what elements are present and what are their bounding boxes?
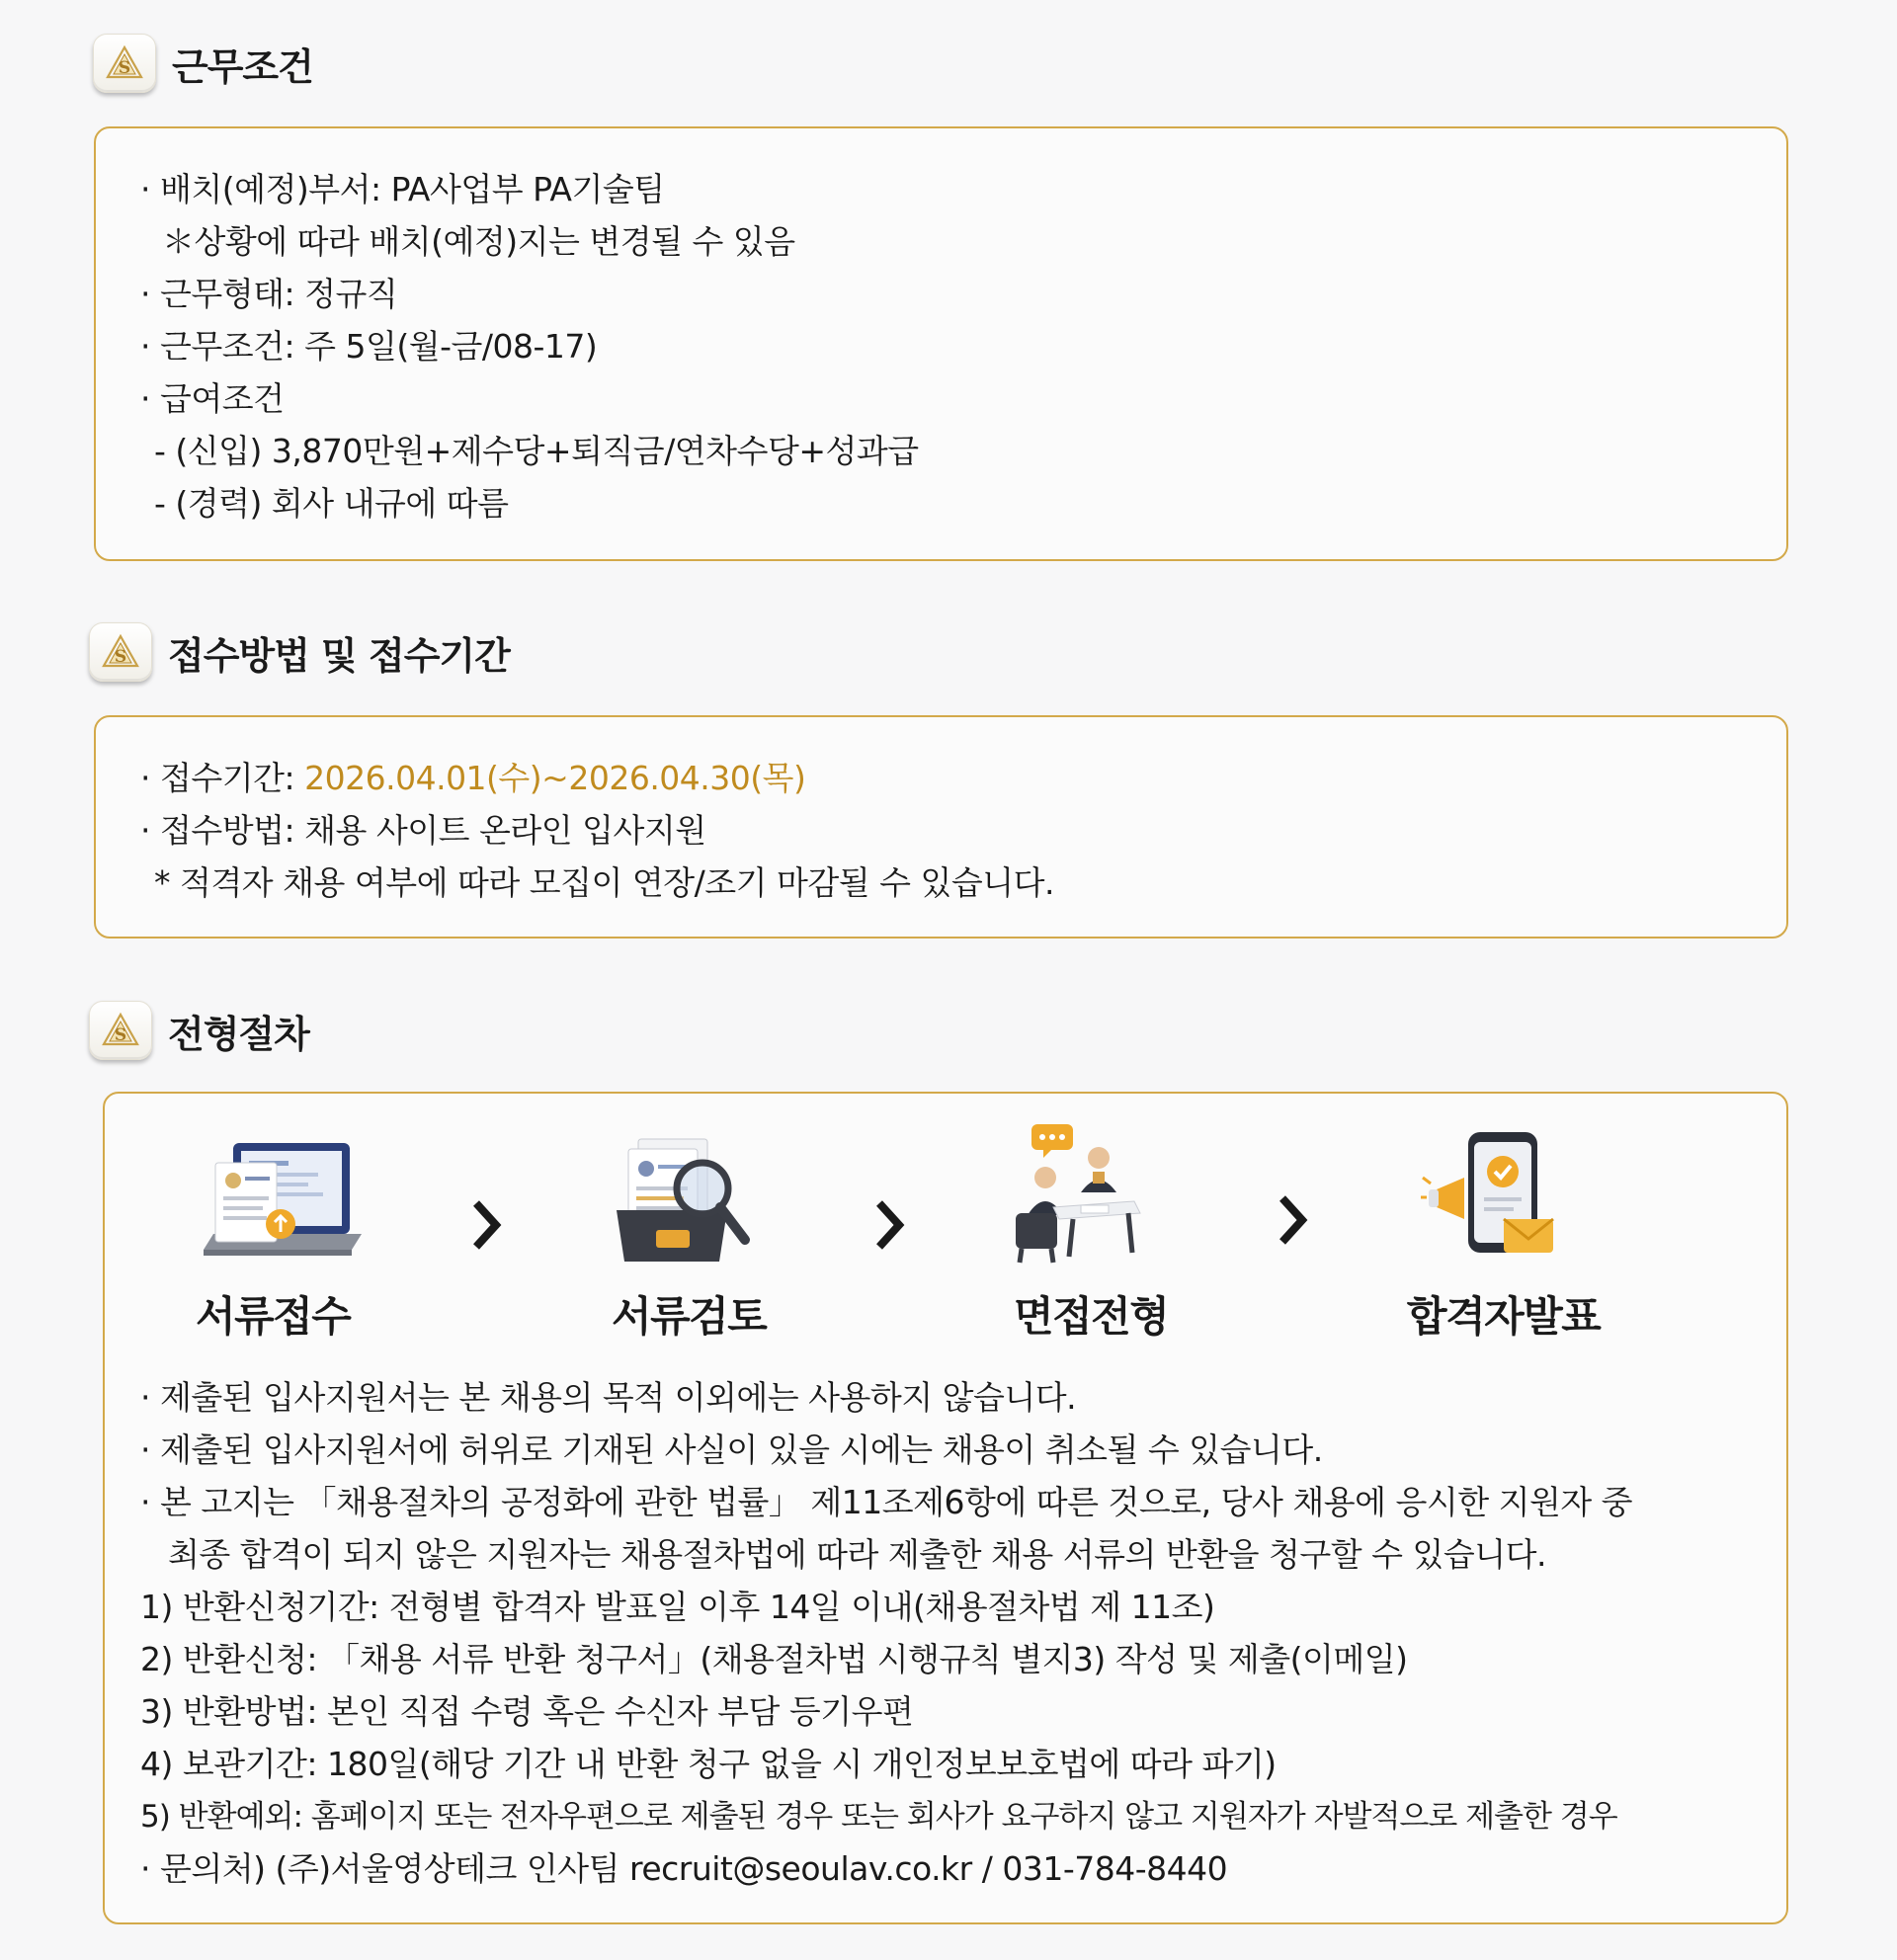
company-logo-icon: [93, 34, 156, 93]
company-logo-icon: [89, 1001, 152, 1060]
step-label: 서류접수: [196, 1292, 351, 1341]
conditions-box: [94, 126, 1788, 561]
conditions-line: · 근무형태: 정규직: [140, 275, 398, 313]
magnifier-documents-icon: [609, 1131, 757, 1269]
section-title: 접수방법 및 접수기간: [168, 633, 510, 678]
step-label: 서류검토: [612, 1292, 767, 1341]
interview-meeting-icon: [1004, 1118, 1152, 1266]
process-note: · 제출된 입사지원서에 허위로 기재된 사실이 있을 시에는 채용이 취소될 수 있습니다.: [140, 1430, 1323, 1469]
conditions-line: - (신입) 3,870만원+제수당+퇴직금/연차수당+성과급: [154, 432, 919, 470]
process-note: 2) 반환신청: 「채용 서류 반환 청구서」(채용절차법 시행규칙 별지3) 작성 및 제출(이메일): [140, 1640, 1408, 1678]
process-note: 최종 합격이 되지 않은 지원자는 채용절차법에 따라 제출한 채용 서류의 반환을 청구할 수 있습니다.: [168, 1535, 1546, 1574]
application-note: * 적격자 채용 여부에 따라 모집이 연장/조기 마감될 수 있습니다.: [154, 863, 1054, 902]
chevron-right-icon: [871, 1197, 907, 1253]
chevron-right-icon: [1275, 1192, 1310, 1248]
section-title: 근무조건: [172, 44, 313, 89]
step-label: 면접전형: [1014, 1292, 1169, 1341]
process-header: [89, 1001, 309, 1060]
conditions-line: · 배치(예정)부서: PA사업부 PA기술팀: [140, 170, 665, 208]
process-note: 5) 반환예외: 홈페이지 또는 전자우편으로 제출된 경우 또는 회사가 요구하지 않고 지원자가 자발적으로 제출한 경우: [140, 1799, 1617, 1835]
chevron-right-icon: [468, 1197, 504, 1253]
laptop-documents-icon: [194, 1133, 362, 1266]
step-label: 합격자발표: [1407, 1292, 1601, 1341]
process-note: · 제출된 입사지원서는 본 채용의 목적 이외에는 사용하지 않습니다.: [140, 1378, 1077, 1417]
application-header: [89, 622, 510, 682]
process-note: 1) 반환신청기간: 전형별 합격자 발표일 이후 14일 이내(채용절차법 제 11조): [140, 1588, 1215, 1626]
conditions-header: [93, 34, 313, 93]
contact-line: · 문의처) (주)서울영상테크 인사팀 recruit@seoulav.co.kr / 031-784-8440: [140, 1849, 1228, 1888]
application-box: [94, 715, 1788, 939]
conditions-line: ＊상황에 따라 배치(예정)지는 변경될 수 있음: [162, 222, 795, 261]
conditions-line: - (경력) 회사 내규에 따름: [154, 484, 509, 523]
conditions-line: · 근무조건: 주 5일(월-금/08-17): [140, 327, 598, 366]
method-line: · 접수방법: 채용 사이트 온라인 입사지원: [140, 811, 706, 850]
phone-megaphone-icon: [1419, 1128, 1567, 1266]
period-value: 2026.04.01(수)~2026.04.30(목): [304, 759, 806, 797]
company-logo-icon: [89, 622, 152, 682]
conditions-line: · 급여조건: [140, 379, 285, 418]
process-note: 3) 반환방법: 본인 직접 수령 혹은 수신자 부담 등기우편: [140, 1692, 914, 1731]
process-note: 4) 보관기간: 180일(해당 기간 내 반환 청구 없을 시 개인정보보호법에 따라 파기): [140, 1745, 1277, 1783]
period-label: · 접수기간:: [140, 759, 305, 797]
section-title: 전형절차: [168, 1012, 309, 1056]
process-box: [103, 1092, 1788, 1924]
process-note: · 본 고지는 「채용절차의 공정화에 관한 법률」 제11조제6항에 따른 것으로, 당사 채용에 응시한 지원자 중: [140, 1483, 1633, 1521]
period-line: [140, 753, 805, 799]
